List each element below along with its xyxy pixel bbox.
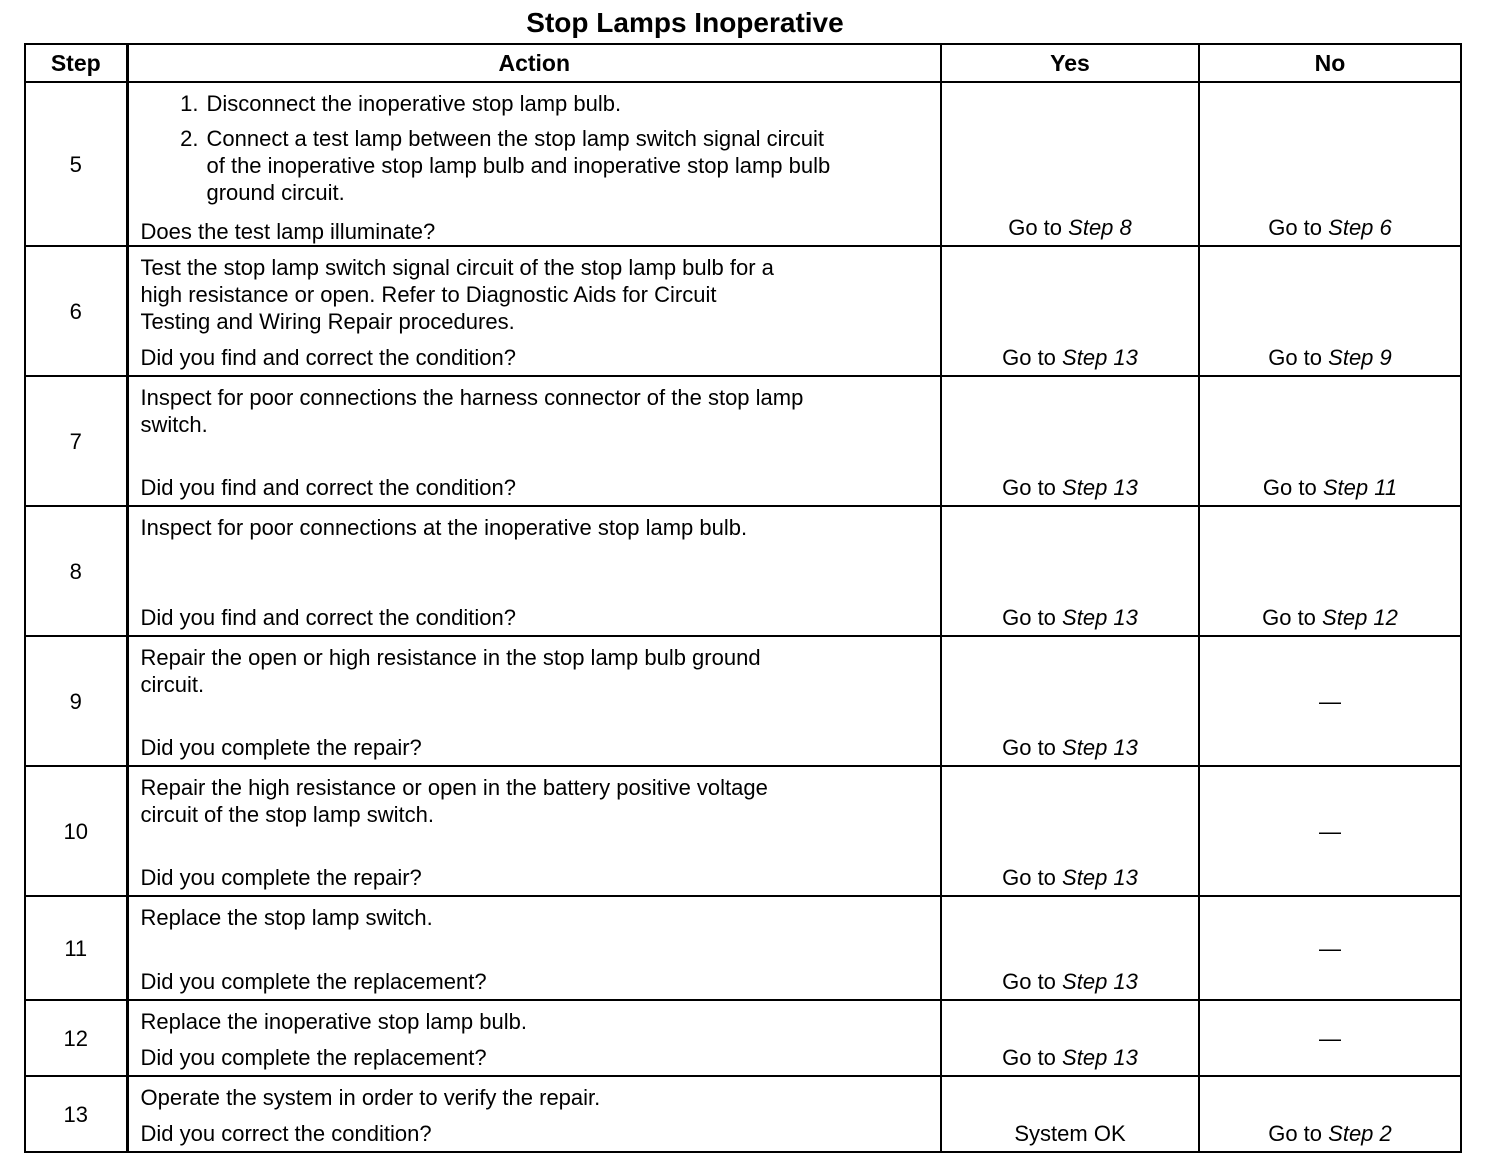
step-number: 12: [25, 1000, 127, 1076]
action-question: Did you find and correct the condition?: [140, 345, 516, 370]
action-question: Did you find and correct the condition?: [140, 605, 516, 630]
table-row: [25, 376, 1461, 506]
yes-result: [941, 1076, 1199, 1152]
action-text: Replace the inoperative stop lamp bulb.: [140, 1009, 527, 1034]
yes-result: [941, 506, 1199, 636]
yes-result: [941, 766, 1199, 896]
action-cell: [127, 1076, 941, 1152]
no-result: [1199, 1076, 1461, 1152]
action-text: Replace the stop lamp switch.: [140, 905, 433, 930]
yes-step-reference: Step 8: [1068, 215, 1132, 240]
no-step-reference: Step 9: [1328, 345, 1392, 370]
yes-result-text: Go to: [1002, 1045, 1056, 1070]
yes-result: [941, 896, 1199, 1000]
yes-step-reference: Step 13: [1062, 1045, 1138, 1070]
action-content: [129, 247, 941, 375]
yes-result-text: Go to: [1002, 605, 1056, 630]
action-text: Repair the high resistance or open in the battery positive voltage circuit of the stop lamp switch.: [140, 775, 768, 827]
no-result-text: —: [1319, 1025, 1341, 1051]
yes-result: [941, 1000, 1199, 1076]
action-instructions: [141, 90, 929, 214]
header-no: No: [1199, 44, 1461, 82]
list-item: [141, 90, 929, 117]
action-text: Inspect for poor connections the harness connector of the stop lamp switch.: [140, 385, 804, 437]
page-title: Stop Lamps Inoperative: [526, 7, 844, 38]
no-step-reference: Step 6: [1328, 215, 1392, 240]
no-result-text: Go to: [1262, 605, 1316, 630]
table-row: [25, 246, 1461, 376]
action-question: Did you find and correct the condition?: [140, 475, 516, 500]
no-result-text: Go to: [1262, 475, 1317, 500]
action-instructions: [141, 644, 929, 698]
yes-result: [941, 376, 1199, 506]
no-step-reference: Step 2: [1328, 1121, 1392, 1146]
action-content: [129, 377, 941, 505]
action-cell: [127, 1000, 941, 1076]
action-text: Test the stop lamp switch signal circuit of the stop lamp bulb for a high resistance or open. Refer to Diagnostic Aids for Circuit Testing and Wiring Repair procedures.: [140, 255, 774, 334]
yes-result-text: Go to: [1002, 865, 1056, 890]
action-content: [129, 1077, 941, 1151]
action-instructions: [141, 384, 929, 438]
no-result: [1199, 246, 1461, 376]
table-row: [25, 506, 1461, 636]
action-question: Did you complete the replacement?: [140, 969, 487, 994]
yes-step-reference: Step 13: [1062, 345, 1138, 370]
no-result-text: Go to: [1268, 345, 1323, 370]
yes-step-reference: Step 13: [1062, 969, 1138, 994]
list-item-text: Connect a test lamp between the stop lamp switch signal circuit of the inoperative stop lamp bulb and inoperative stop lamp bulb ground circuit.: [206, 126, 831, 205]
action-cell: [127, 766, 941, 896]
header-row: [25, 44, 1461, 82]
action-cell: [127, 506, 941, 636]
action-content: [129, 1001, 941, 1075]
list-item-number: 2.: [180, 126, 199, 151]
action-cell: [127, 246, 941, 376]
list-item-number: 1.: [180, 91, 199, 116]
no-step-reference: Step 12: [1322, 605, 1398, 630]
step-number: 8: [25, 506, 127, 636]
yes-step-reference: Step 13: [1062, 865, 1138, 890]
step-number: 11: [25, 896, 127, 1000]
action-instructions: [141, 904, 929, 931]
no-result: [1199, 766, 1461, 896]
action-question: Did you complete the repair?: [140, 735, 422, 760]
table-row: [25, 766, 1461, 896]
step-number: 13: [25, 1076, 127, 1152]
action-content: [129, 637, 941, 765]
no-result-text: Go to: [1268, 1121, 1323, 1146]
no-result-text: Go to: [1268, 215, 1323, 240]
yes-result: [941, 82, 1199, 246]
no-result: [1199, 506, 1461, 636]
no-step-reference: Step 11: [1322, 475, 1398, 500]
header-action: Action: [127, 44, 941, 82]
yes-step-reference: Step 13: [1062, 605, 1138, 630]
action-instructions: [141, 514, 929, 541]
list-item-text: Disconnect the inoperative stop lamp bulb.: [206, 91, 622, 116]
action-cell: [127, 82, 941, 246]
no-result: [1199, 376, 1461, 506]
header-step: Step: [25, 44, 127, 82]
yes-result: [941, 246, 1199, 376]
action-cell: [127, 636, 941, 766]
yes-result-text: Go to: [1002, 969, 1056, 994]
action-text: Operate the system in order to verify the repair.: [140, 1085, 601, 1110]
no-result: [1199, 636, 1461, 766]
table-row: [25, 896, 1461, 1000]
yes-result-text: Go to: [1002, 475, 1056, 500]
step-number: 5: [25, 82, 127, 246]
step-number: 10: [25, 766, 127, 896]
no-result-text: —: [1319, 935, 1341, 961]
action-instructions: [141, 254, 929, 335]
step-number: 6: [25, 246, 127, 376]
action-text: Inspect for poor connections at the inoperative stop lamp bulb.: [140, 515, 748, 540]
action-instructions: [141, 1084, 929, 1111]
yes-result: [941, 636, 1199, 766]
action-content: [129, 767, 941, 895]
action-cell: [127, 896, 941, 1000]
table-row: [25, 82, 1461, 246]
table-row: [25, 1076, 1461, 1152]
no-result-text: —: [1319, 688, 1341, 714]
action-instructions: [141, 1008, 929, 1035]
action-content: [129, 83, 941, 245]
action-content: [129, 507, 941, 635]
action-question: Did you correct the condition?: [140, 1121, 432, 1146]
numbered-list: [141, 90, 929, 206]
action-instructions: [141, 774, 929, 828]
yes-result-text: System OK: [1014, 1121, 1126, 1146]
table-row: [25, 636, 1461, 766]
yes-result-text: Go to: [1008, 215, 1063, 240]
yes-result-text: Go to: [1002, 735, 1056, 760]
yes-result-text: Go to: [1002, 345, 1056, 370]
step-number: 9: [25, 636, 127, 766]
yes-step-reference: Step 13: [1062, 735, 1138, 760]
list-item: [141, 125, 929, 206]
action-cell: [127, 376, 941, 506]
diagnostic-table: [24, 43, 1462, 1153]
yes-step-reference: Step 13: [1062, 475, 1138, 500]
no-result: [1199, 82, 1461, 246]
table-row: [25, 1000, 1461, 1076]
no-result: [1199, 896, 1461, 1000]
action-question: Did you complete the replacement?: [140, 1045, 487, 1070]
step-number: 7: [25, 376, 127, 506]
action-question: Did you complete the repair?: [140, 865, 422, 890]
no-result-text: —: [1319, 818, 1341, 844]
action-question: Does the test lamp illuminate?: [140, 219, 436, 244]
action-content: [129, 897, 941, 999]
action-text: Repair the open or high resistance in the stop lamp bulb ground circuit.: [140, 645, 761, 697]
header-yes: Yes: [941, 44, 1199, 82]
no-result: [1199, 1000, 1461, 1076]
